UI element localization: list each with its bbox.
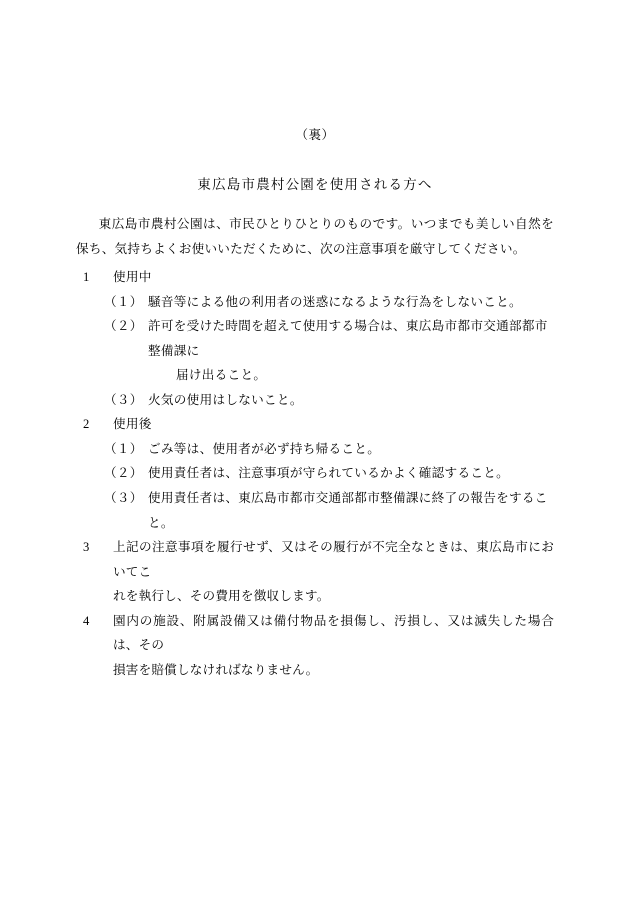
section-4-line-2: 損害を賠償しなければなりません。 [113, 662, 319, 677]
section-3-text [113, 535, 554, 609]
section-4-number: 4 [83, 613, 90, 628]
section-2 [76, 412, 554, 535]
list-item [76, 486, 554, 535]
subitem-text: 許可を受けた時間を超えて使用する場合は、東広島市都市交通部都市整備課に [148, 319, 548, 358]
subitem-text: 騒音等による他の利用者の迷惑になるような行為をしないこと。 [148, 294, 522, 309]
section-2-heading-row [76, 412, 554, 437]
section-1-heading: 使用中 [113, 270, 152, 285]
section-2-heading: 使用後 [113, 417, 152, 432]
subitem-number: （３） [104, 392, 143, 407]
section-1 [76, 265, 554, 412]
list-item [76, 314, 554, 363]
subitem-number: （１） [104, 294, 143, 309]
document-body [76, 212, 554, 682]
subitem-text: 使用責任者は、東広島市都市交通部都市整備課に終了の報告をすること。 [148, 491, 548, 530]
page-side-label: （裏） [295, 128, 335, 142]
list-item [76, 388, 554, 413]
section-3-line-2: れを執行し、その費用を徴収します。 [113, 589, 330, 604]
subitem-continuation: 届け出ること。 [176, 368, 267, 383]
numbered-sections [76, 265, 554, 682]
section-4-line-1: 園内の施設、附属設備又は備付物品を損傷し、汚損し、又は滅失した場合は、その [113, 613, 554, 653]
section-1-number: 1 [83, 270, 90, 285]
subitem-text: ごみ等は、使用者が必ず持ち帰ること。 [148, 441, 381, 456]
subitem-text: 使用責任者は、注意事項が守られているかよく確認すること。 [148, 466, 510, 481]
section-2-subitems [76, 437, 554, 535]
subitem-text: 火気の使用はしないこと。 [148, 392, 303, 407]
page-title: 東広島市農村公園を使用される方へ [197, 177, 433, 192]
lead-paragraph: 東広島市農村公園は、市民ひとりひとりのものです。いつまでも美しい自然を保ち、気持ちよくお使いいただくために、次の注意事項を厳守してください。 [76, 217, 554, 256]
section-1-heading-row [76, 265, 554, 290]
subitem-number: （２） [104, 466, 143, 481]
section-2-number: 2 [83, 417, 90, 432]
subitem-number: （１） [104, 441, 143, 456]
section-3-number: 3 [83, 540, 90, 555]
list-item [76, 437, 554, 462]
section-3-line-1: 上記の注意事項を履行せず、又はその履行が不完全なときは、東広島市においてこ [113, 540, 554, 579]
subitem-number: （２） [104, 319, 143, 334]
section-1-subitems [76, 290, 554, 413]
list-item [76, 461, 554, 486]
list-item [76, 290, 554, 315]
section-4-text [113, 609, 554, 683]
section-4 [76, 609, 554, 683]
section-3 [76, 535, 554, 609]
subitem-number: （３） [104, 491, 143, 506]
